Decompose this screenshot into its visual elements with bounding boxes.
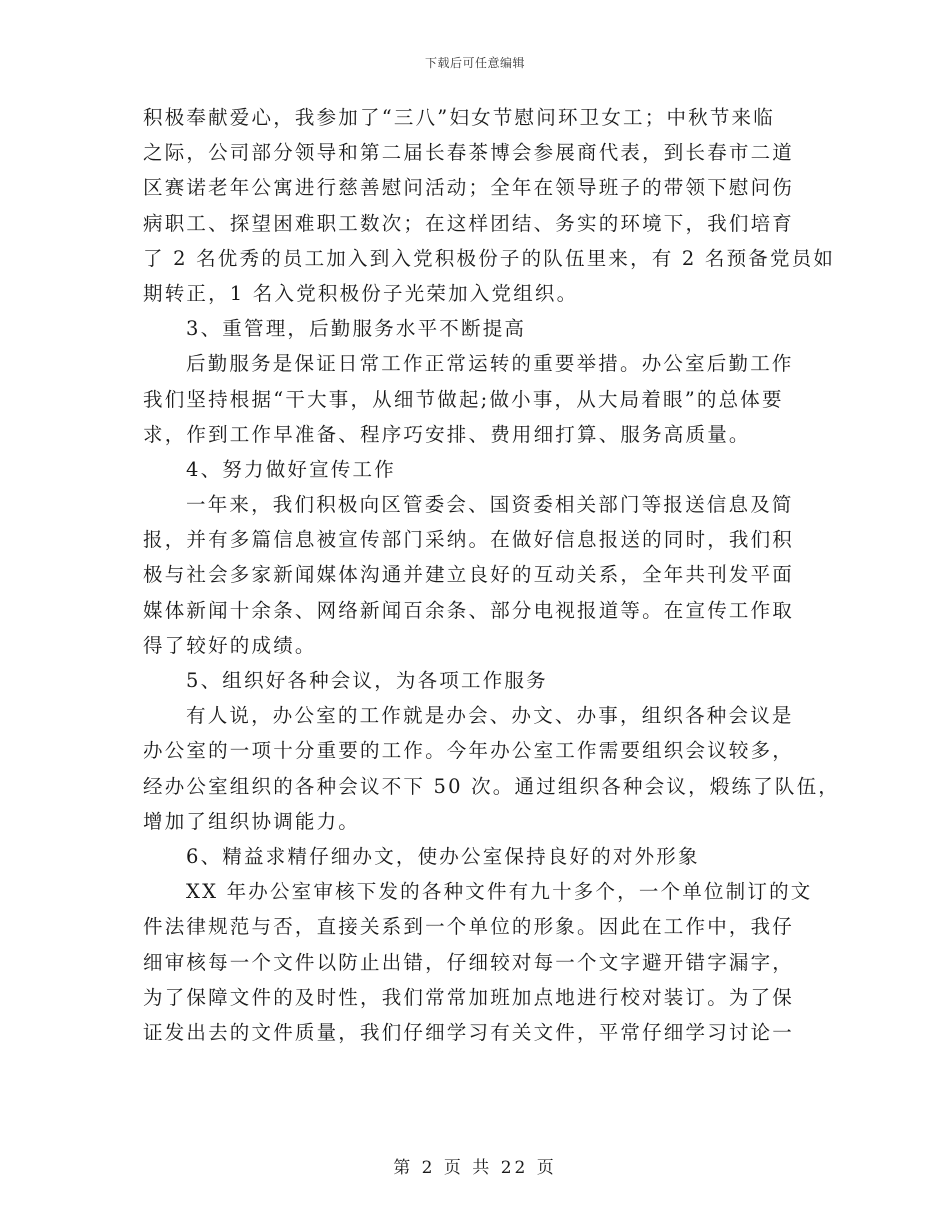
text-line: 4、努力做好宣传工作 <box>186 457 396 481</box>
text-line: 报，并有多篇信息被宣传部门采纳。在做好信息报送的同时，我们积 <box>143 528 795 552</box>
text-line: 病职工、探望困难职工数次；在这样团结、务实的环境下，我们培育 <box>143 211 795 235</box>
text-line: 之际，公司部分领导和第二届长春茶博会参展商代表，到长春市二道 <box>143 141 795 165</box>
text-line: 6、精益求精仔细办文，使办公室保持良好的对外形象 <box>186 844 700 868</box>
text-line: XX 年办公室审核下发的各种文件有九十多个，一个单位制订的文 <box>186 880 813 904</box>
text-line: 件法律规范与否，直接关系到一个单位的形象。因此在工作中，我仔 <box>143 915 795 939</box>
text-line: 细审核每一个文件以防止出错，仔细较对每一个文字避开错字漏字， <box>143 950 795 974</box>
text-line: 区赛诺老年公寓进行慈善慰问活动；全年在领导班子的带领下慰问伤 <box>143 176 795 200</box>
text-line: 有人说，办公室的工作就是办会、办文、办事，组织各种会议是 <box>186 704 794 728</box>
text-line: 证发出去的文件质量，我们仔细学习有关文件，平常仔细学习讨论一 <box>143 1020 795 1044</box>
text-line: 3、重管理，后勤服务水平不断提高 <box>186 317 527 341</box>
text-line: 为了保障文件的及时性，我们常常加班加点地进行校对装订。为了保 <box>143 985 795 1009</box>
text-line: 求，作到工作早准备、程序巧安排、费用细打算、服务高质量。 <box>143 422 751 446</box>
text-line: 期转正，1 名入党积极份子光荣加入党组织。 <box>143 281 579 305</box>
text-line: 增加了组织协调能力。 <box>143 809 361 833</box>
text-line: 经办公室组织的各种会议不下 50 次。通过组织各种会议，煅练了队伍， <box>143 774 841 798</box>
text-line: 我们坚持根据“干大事，从细节做起;做小事，从大局着眼”的总体要 <box>143 387 784 411</box>
page-header: 下载后可任意编辑 <box>424 56 525 70</box>
text-line: 得了较好的成绩。 <box>143 633 317 657</box>
page-footer: 第 2 页 共 22 页 <box>393 1158 557 1178</box>
text-line: 积极奉献爱心，我参加了“三八”妇女节慰问环卫女工；中秋节来临 <box>143 106 775 129</box>
text-line: 办公室的一项十分重要的工作。今年办公室工作需要组织会议较多， <box>143 739 795 763</box>
document-body <box>143 100 841 1050</box>
text-line: 后勤服务是保证日常工作正常运转的重要举措。办公室后勤工作 <box>186 352 794 376</box>
text-line: 媒体新闻十余条、网络新闻百余条、部分电视报道等。在宣传工作取 <box>143 598 795 622</box>
text-line: 了 2 名优秀的员工加入到入党积极份子的队伍里来，有 2 名预备党员如 <box>143 246 836 270</box>
text-line: 极与社会多家新闻媒体沟通并建立良好的互动关系，全年共刊发平面 <box>143 563 795 587</box>
text-line: 5、组织好各种会议，为各项工作服务 <box>186 669 548 692</box>
text-line: 一年来，我们积极向区管委会、国资委相关部门等报送信息及简 <box>186 493 794 517</box>
